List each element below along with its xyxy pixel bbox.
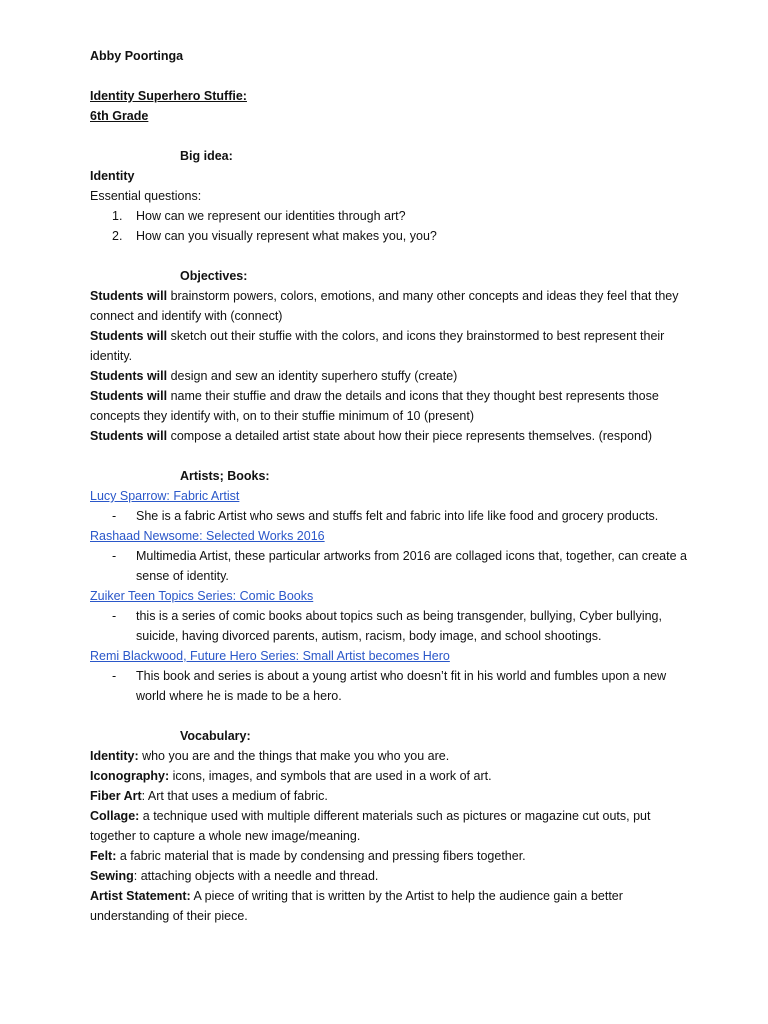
- artist-link[interactable]: Rashaad Newsome: Selected Works 2016: [90, 529, 325, 543]
- objective-text: design and sew an identity superhero stuffy (create): [167, 369, 458, 383]
- dash-bullet: -: [112, 549, 117, 563]
- objective-item: [90, 286, 690, 326]
- vocab-term: Fiber Art: [90, 789, 142, 803]
- dash-bullet: -: [112, 609, 117, 623]
- objective-text: brainstorm powers, colors, emotions, and many other concepts and ideas they feel that they connect and identify with (connect): [90, 289, 679, 323]
- list-item: [90, 226, 690, 246]
- objective-lead: Students will: [90, 289, 168, 303]
- vocabulary-heading: Vocabulary:: [180, 729, 251, 743]
- objective-text: name their stuffie and draw the details and icons that they thought best represents those concepts they identify with, on to their stuffie minimum of 10 (present): [90, 389, 659, 423]
- vocab-item: [90, 806, 690, 846]
- vocab-definition: who you are and the things that make you who you are.: [138, 749, 450, 763]
- vocab-definition: : Art that uses a medium of fabric.: [141, 789, 328, 803]
- vocab-definition: A piece of writing that is written by the Artist to help the audience gain a better understanding of their piece.: [90, 889, 623, 923]
- question-text: How can you visually represent what makes you, you?: [136, 229, 437, 243]
- artist-description: [90, 666, 690, 706]
- essential-questions-label: Essential questions:: [90, 189, 202, 203]
- essential-questions-list: [90, 206, 690, 246]
- dash-bullet: -: [112, 509, 117, 523]
- objective-lead: Students will: [90, 329, 168, 343]
- artist-link[interactable]: Remi Blackwood, Future Hero Series: Small Artist becomes Hero: [90, 649, 450, 663]
- artist-entry: [90, 526, 690, 546]
- objectives-heading: Objectives:: [180, 269, 248, 283]
- vocab-item: [90, 766, 690, 786]
- objective-item: [90, 386, 690, 426]
- big-idea-value: Identity: [90, 169, 135, 183]
- objective-item: [90, 326, 690, 366]
- big-idea-heading: Big idea:: [180, 149, 233, 163]
- objective-item: [90, 426, 690, 446]
- objective-lead: Students will: [90, 369, 168, 383]
- artist-description: [90, 506, 690, 526]
- list-item: [90, 206, 690, 226]
- artist-entry: [90, 586, 690, 606]
- description-text: This book and series is about a young artist who doesn’t fit in his world and fumbles upon a new world where he is made to be a hero.: [136, 669, 667, 703]
- objective-text: sketch out their stuffie with the colors, and icons they brainstormed to best represent their identity.: [90, 329, 665, 363]
- question-text: How can we represent our identities through art?: [136, 209, 406, 223]
- description-text: Multimedia Artist, these particular artworks from 2016 are collaged icons that, together, can create a sense of identity.: [136, 549, 687, 583]
- vocab-definition: : attaching objects with a needle and thread.: [133, 869, 379, 883]
- objective-lead: Students will: [90, 429, 168, 443]
- artist-link[interactable]: Lucy Sparrow: Fabric Artist: [90, 489, 240, 503]
- vocab-term: Iconography:: [90, 769, 170, 783]
- vocab-item: [90, 746, 690, 766]
- vocab-item: [90, 786, 690, 806]
- artist-entry: [90, 486, 690, 506]
- artist-link[interactable]: Zuiker Teen Topics Series: Comic Books: [90, 589, 314, 603]
- vocab-item: [90, 846, 690, 866]
- objective-text: compose a detailed artist state about how their piece represents themselves. (respond): [167, 429, 653, 443]
- description-text: She is a fabric Artist who sews and stuffs felt and fabric into life like food and grocery products.: [136, 509, 659, 523]
- dash-bullet: -: [112, 669, 117, 683]
- vocab-term: Felt:: [90, 849, 117, 863]
- artists-heading: Artists; Books:: [180, 469, 270, 483]
- artist-entry: [90, 646, 690, 666]
- description-text: this is a series of comic books about topics such as being transgender, bullying, Cyber bullying, suicide, having divorced parents, autism, racism, body image, and school shootings.: [136, 609, 662, 643]
- list-number: 1.: [112, 209, 123, 223]
- vocab-item: [90, 886, 690, 926]
- grade-level: 6th Grade: [90, 109, 149, 123]
- objective-lead: Students will: [90, 389, 168, 403]
- lesson-title: Identity Superhero Stuffie:: [90, 89, 247, 103]
- vocab-definition: icons, images, and symbols that are used in a work of art.: [169, 769, 492, 783]
- list-number: 2.: [112, 229, 123, 243]
- artist-description: [90, 606, 690, 646]
- document-page: [90, 46, 690, 926]
- vocab-item: [90, 866, 690, 886]
- vocab-term: Identity:: [90, 749, 139, 763]
- vocab-term: Artist Statement:: [90, 889, 191, 903]
- artist-description: [90, 546, 690, 586]
- objective-item: [90, 366, 690, 386]
- vocab-term: Collage:: [90, 809, 140, 823]
- author-name: Abby Poortinga: [90, 49, 184, 63]
- vocab-definition: a technique used with multiple different materials such as pictures or magazine cut outs, put together to capture a whole new image/meaning.: [90, 809, 651, 843]
- vocab-term: Sewing: [90, 869, 134, 883]
- vocab-definition: a fabric material that is made by condensing and pressing fibers together.: [116, 849, 526, 863]
